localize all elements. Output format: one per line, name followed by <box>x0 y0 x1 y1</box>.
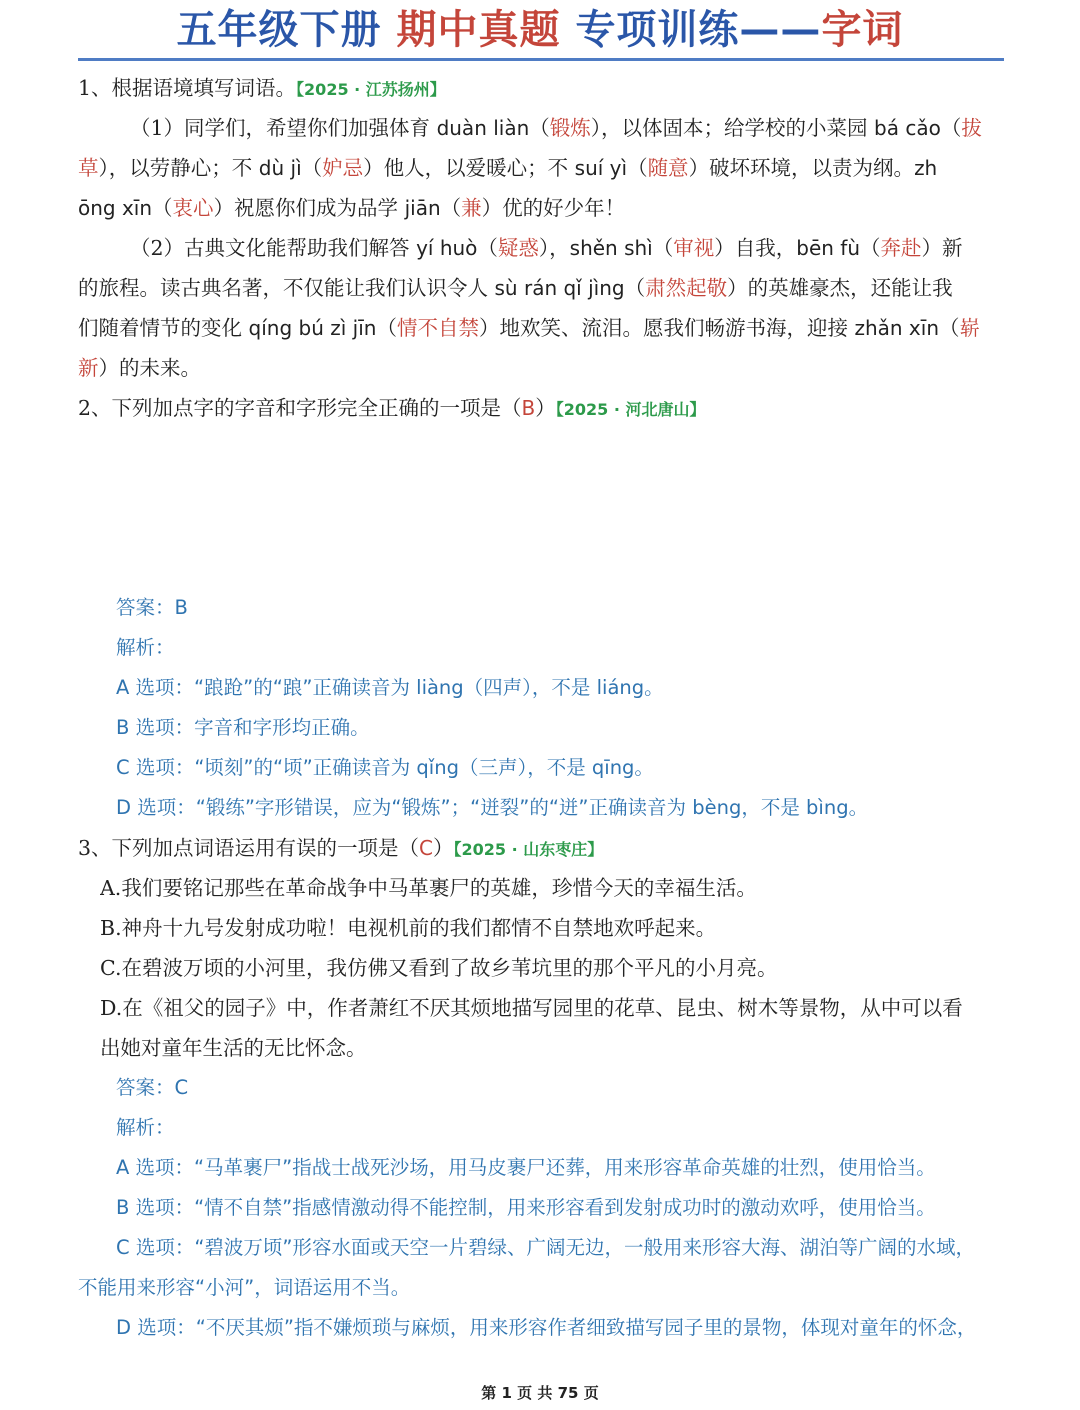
q2-analysis-b: B 选项：字音和字形均正确。 <box>116 716 370 739</box>
text-segment: qíng bú zì jīn <box>248 316 377 340</box>
q3-source: 【2025 · 山东枣庄】 <box>453 840 604 859</box>
text-segment: 锻炼 <box>549 116 591 140</box>
q3-analysis-b: B 选项：“情不自禁”指感情激动得不能控制，用来形容看到发射成功时的激动欢呼，使用恰当。 <box>116 1196 936 1219</box>
text-segment: shěn shì <box>569 236 653 260</box>
text-segment: 崭 <box>959 316 980 340</box>
q2-answer: 答案：B <box>116 596 188 619</box>
text-segment: ）破坏环境，以责为纲。 <box>688 156 915 180</box>
title-training: 专项训练—— <box>575 7 822 53</box>
text-segment: bēn fù <box>796 236 860 260</box>
text-segment: dù jì <box>258 156 302 180</box>
text-segment: 的旅程。读古典名著，不仅能让我们认识令人 <box>78 276 495 300</box>
text-segment: 肃然起敬 <box>645 276 728 300</box>
text-segment: 衷心 <box>172 196 214 220</box>
q2-analysis-c: C 选项：“顷刻”的“顷”正确读音为 qǐng（三声），不是 qīng。 <box>116 756 654 779</box>
text-segment: ）， <box>538 236 570 260</box>
text-segment: sù rán qǐ jìng <box>494 276 625 300</box>
title-exam: 期中真题 <box>396 7 561 53</box>
q2-answer-mark: B <box>521 396 536 420</box>
text-segment: （ <box>860 236 881 260</box>
text-segment: ）新 <box>921 236 963 260</box>
text-segment: （ <box>652 236 674 260</box>
q1-line-3 <box>78 188 1004 228</box>
text-segment: （ <box>477 236 498 260</box>
q3-option-c: C.在碧波万顷的小河里，我仿佛又看到了故乡苇坑里的那个平凡的小月亮。 <box>100 956 778 980</box>
q1-source: 【2025 · 江苏扬州】 <box>296 80 446 99</box>
q3-option-b: B.神舟十九号发射成功啦！电视机前的我们都情不自禁地欢呼起来。 <box>100 916 717 940</box>
text-segment: suí yì <box>574 156 628 180</box>
text-segment: 奔赴 <box>880 236 922 260</box>
text-segment: 3、下列加点词语运用有误的一项是（ <box>78 836 420 860</box>
q3-analysis-c-cont: 不能用来形容“小河”，词语运用不当。 <box>78 1276 411 1299</box>
title-divider <box>78 58 1004 61</box>
text-segment: duàn liàn <box>436 116 530 140</box>
text-segment: ）的未来。 <box>98 356 201 380</box>
q1-line-2 <box>78 148 1004 188</box>
text-segment: ）自我， <box>714 236 797 260</box>
q2-stem <box>78 388 1004 430</box>
q3-option-d-cont: 出她对童年生活的无比怀念。 <box>100 1036 367 1060</box>
text-segment: ）的英雄豪杰，还能让我 <box>727 276 953 300</box>
text-segment: ），以体固本；给学校的小菜园 <box>590 116 875 140</box>
text-segment: （ <box>529 116 550 140</box>
text-segment: bá cǎo <box>874 116 941 140</box>
text-segment: 1、根据语境填写词语。 <box>78 76 297 100</box>
q3-option-d: D.在《祖父的园子》中，作者萧红不厌其烦地描写园里的花草、昆虫、树木等景物，从中可以看 <box>100 996 963 1020</box>
q3-analysis-title: 解析： <box>116 1116 175 1139</box>
text-segment: 2、下列加点字的字音和字形完全正确的一项是（ <box>78 396 522 420</box>
text-segment: （2）古典文化能帮助我们解答 <box>130 236 417 260</box>
page-title <box>0 2 1080 58</box>
q1-stem <box>78 68 1004 110</box>
text-segment: 们随着情节的变化 <box>78 316 249 340</box>
text-segment: （ <box>152 196 173 220</box>
q1-line-5 <box>78 268 1004 308</box>
text-segment: 随意 <box>647 156 689 180</box>
q1-line-1 <box>130 108 1004 148</box>
page-number: 第 1 页 共 75 页 <box>481 1384 599 1402</box>
text-segment: ） <box>433 836 454 860</box>
text-segment: 情不自禁 <box>396 316 479 340</box>
text-segment: ）优的好少年！ <box>481 196 626 220</box>
q3-analysis-a: A 选项：“马革裹尸”指战士战死沙场，用马皮裹尸还葬，用来形容革命英雄的壮烈，使用恰当。 <box>116 1156 936 1179</box>
q3-answer-mark: C <box>419 836 434 860</box>
text-segment: 新 <box>78 356 99 380</box>
text-segment: （ <box>624 276 646 300</box>
text-segment: （ <box>940 116 962 140</box>
text-segment: ），以劳静心；不 <box>98 156 259 180</box>
q3-option-a: A.我们要铭记那些在革命战争中马革裹尸的英雄，珍惜今天的幸福生活。 <box>100 876 757 900</box>
text-segment: jiān <box>404 196 441 220</box>
text-segment: yí huò <box>416 236 478 260</box>
text-segment: ） <box>535 396 556 420</box>
q3-analysis-d: D 选项：“不厌其烦”指不嫌烦琐与麻烦，用来形容作者细致描写园子里的景物，体现对童年的怀念， <box>116 1316 977 1339</box>
text-segment: 疑惑 <box>497 236 539 260</box>
q3-answer: 答案：C <box>116 1076 189 1099</box>
q1-line-6 <box>78 308 1004 348</box>
text-segment: zhǎn xīn <box>854 316 939 340</box>
text-segment: （ <box>376 316 397 340</box>
title-grade: 五年级下册 <box>176 7 382 53</box>
title-topic: 字词 <box>821 7 904 53</box>
text-segment: zh <box>914 156 938 180</box>
q1-line-4 <box>130 228 1004 268</box>
q2-analysis-title: 解析： <box>116 636 175 659</box>
text-segment: 兼 <box>461 196 482 220</box>
text-segment: ）祝愿你们成为品学 <box>213 196 405 220</box>
q2-source: 【2025 · 河北唐山】 <box>555 400 706 419</box>
q3-analysis-c: C 选项：“碧波万顷”形容水面或天空一片碧绿、广阔无边，一般用来形容大海、湖泊等广阔的水域， <box>116 1236 976 1259</box>
text-segment: ）地欢笑、流泪。愿我们畅游书海，迎接 <box>478 316 855 340</box>
text-segment: 拔 <box>961 116 982 140</box>
text-segment: ）他人，以爱暖心；不 <box>363 156 575 180</box>
text-segment: 审视 <box>673 236 715 260</box>
q2-analysis-d: D 选项：“锻练”字形错误，应为“锻炼”；“迸裂”的“迸”正确读音为 bèng，不是 bìng。 <box>116 796 869 819</box>
text-segment: ōng xīn <box>78 196 153 220</box>
q2-analysis-a: A 选项：“踉跄”的“踉”正确读音为 liàng（四声），不是 liáng。 <box>116 676 664 699</box>
text-segment: 妒忌 <box>322 156 364 180</box>
text-segment: 草 <box>78 156 99 180</box>
q3-stem <box>78 828 1004 870</box>
text-segment: （ <box>301 156 323 180</box>
text-segment: （1）同学们，希望你们加强体育 <box>130 116 437 140</box>
q1-line-7 <box>78 348 1004 388</box>
text-segment: （ <box>627 156 648 180</box>
text-segment: （ <box>939 316 960 340</box>
text-segment: （ <box>440 196 462 220</box>
